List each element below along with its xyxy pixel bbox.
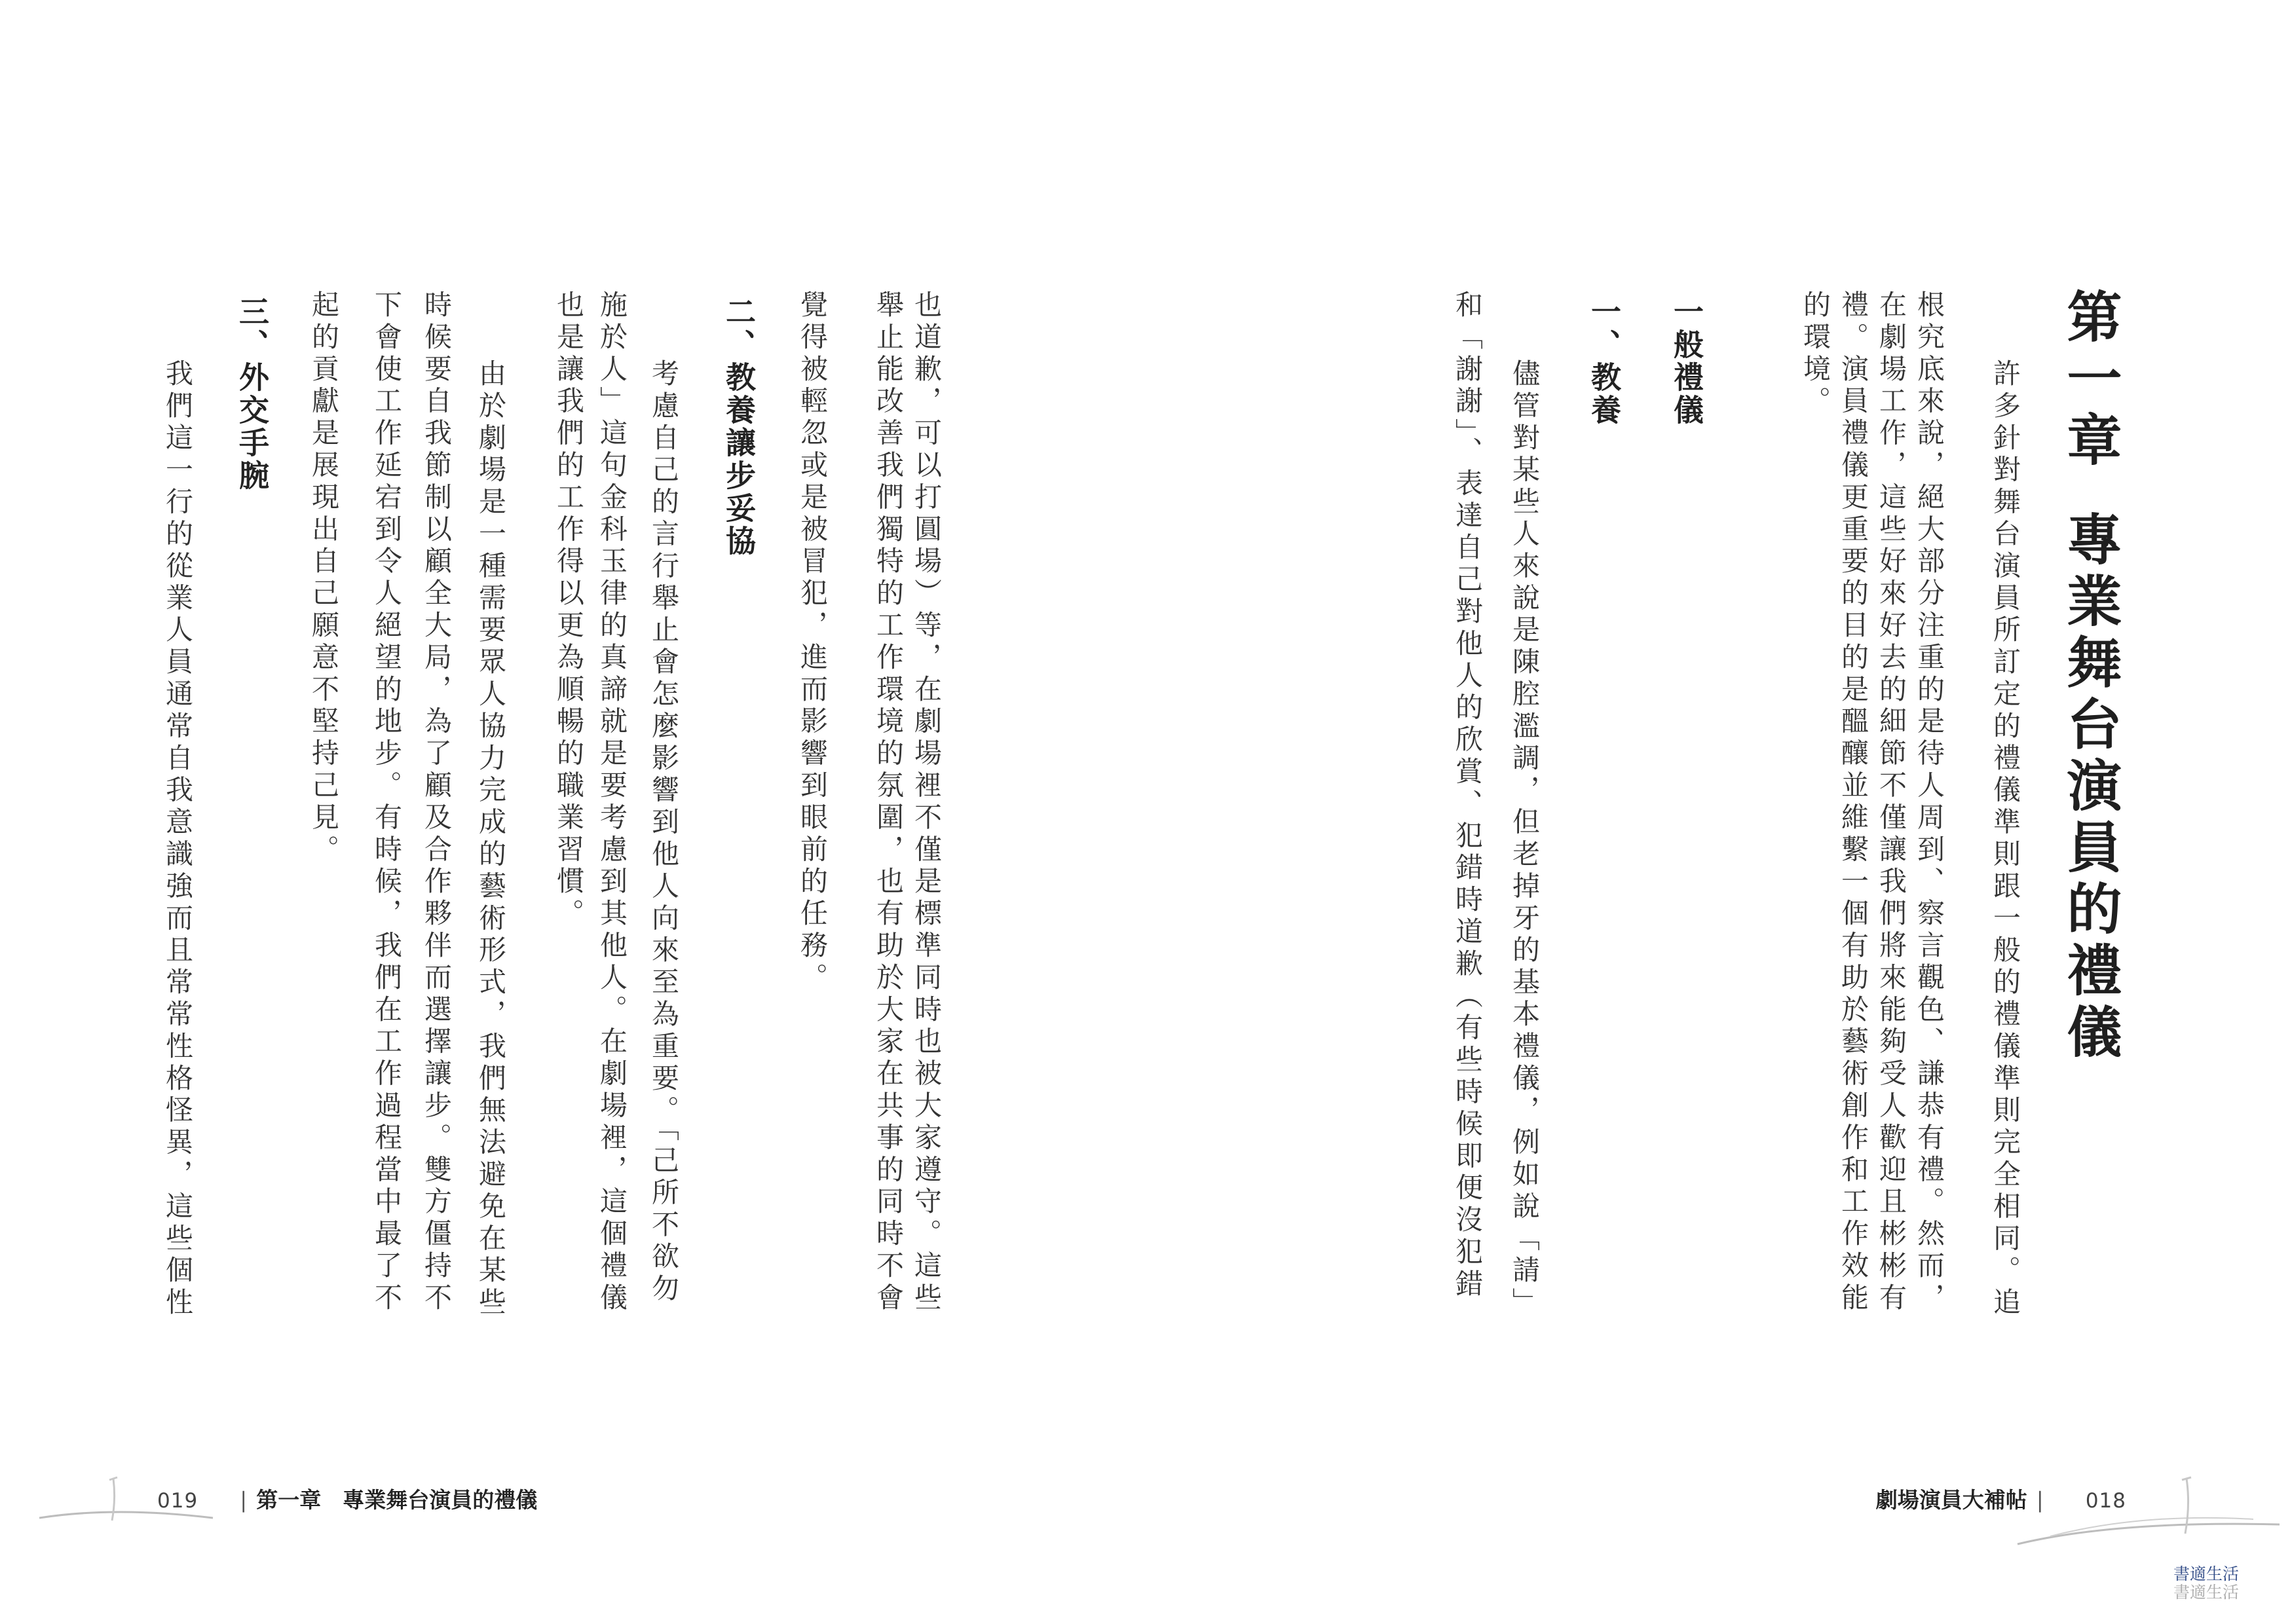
watermark-line-2: 書適生活 [2173, 1582, 2240, 1602]
running-head-right: 劇場演員大補帖 [1875, 1487, 2027, 1513]
publisher-watermark [2173, 1565, 2239, 1601]
chapter-name: 專業舞台演員的禮儀 [2058, 511, 2123, 1065]
footer-divider-right: | [2036, 1487, 2044, 1513]
para4-line-1: 我們這一行的從業人員通常自我意識強而且常常性格怪異，這些個性 [162, 359, 194, 1320]
section-heading: 一般禮儀 [1669, 296, 1704, 427]
paragraph-line-2: 和「謝謝」、表達自己對他人的欣賞、犯錯時道歉（有些時候即便沒犯錯 [1452, 290, 1484, 1301]
para2-line-1: 考慮自己的言行舉止會怎麼影響到他人向來至為重要。「己所不欲勿 [648, 359, 680, 1306]
subsection-heading-2: 二、教養讓步妥協 [721, 296, 757, 558]
paragraph-line-1: 儘管對某些人來說是陳腔濫調，但老掉牙的基本禮儀，例如說「請」 [1509, 359, 1541, 1320]
running-head-left: 第一章 專業舞台演員的禮儀 [256, 1487, 538, 1513]
footer-right [1876, 1483, 2126, 1514]
intro-line-5: 的環境。 [1799, 290, 1831, 418]
subsection-heading-1: 一、教養 [1586, 296, 1622, 427]
intro-line-3: 在劇場工作，這些好來好去的細節不僅讓我們將來能夠受人歡迎且彬彬有 [1875, 290, 1907, 1315]
intro-line-2: 根究底來說，絕大部分注重的是待人周到、察言觀色、謙恭有禮。然而， [1913, 290, 1945, 1315]
continuation-line-2: 舉止能改善我們獨特的工作環境的氛圍，也有助於大家在共事的同時不會 [873, 290, 905, 1315]
continuation-line-1: 也道歉，可以打圓場）等，在劇場裡不僅是標準同時也被大家遵守。這些 [910, 290, 943, 1315]
page-number-right: 018 [2085, 1489, 2126, 1513]
page-number-left: 019 [157, 1489, 198, 1513]
chapter-title [2051, 288, 2130, 1065]
footer-left [157, 1483, 537, 1514]
para3-line-2: 時候要自我節制以顧全大局，為了顧及合作夥伴而選擇讓步。雙方僵持不 [421, 290, 453, 1315]
intro-line-1: 許多針對舞台演員所訂定的禮儀準則跟一般的禮儀準則完全相同。追 [1989, 359, 2021, 1320]
para3-line-1: 由於劇場是一種需要眾人協力完成的藝術形式，我們無法避免在某些 [475, 359, 507, 1320]
subsection-heading-3: 三、外交手腕 [235, 296, 270, 492]
footer-divider-left: | [240, 1487, 248, 1513]
chapter-number: 第一章 [2058, 288, 2123, 473]
para3-line-3: 下會使工作延宕到令人絕望的地步。有時候，我們在工作過程當中最了不 [371, 290, 403, 1315]
watermark-line-1: 書適生活 [2173, 1564, 2240, 1583]
continuation-line-3: 覺得被輕忽或是被冒犯，進而影響到眼前的任務。 [797, 290, 829, 995]
intro-line-4: 禮。演員禮儀更重要的目的是醞釀並維繫一個有助於藝術創作和工作效能 [1837, 290, 1869, 1315]
para2-line-3: 也是讓我們的工作得以更為順暢的職業習慣。 [553, 290, 585, 931]
para3-line-4: 起的貢獻是展現出自己願意不堅持己見。 [308, 290, 340, 867]
para2-line-2: 施於人」這句金科玉律的真諦就是要考慮到其他人。在劇場裡，這個禮儀 [596, 290, 628, 1315]
